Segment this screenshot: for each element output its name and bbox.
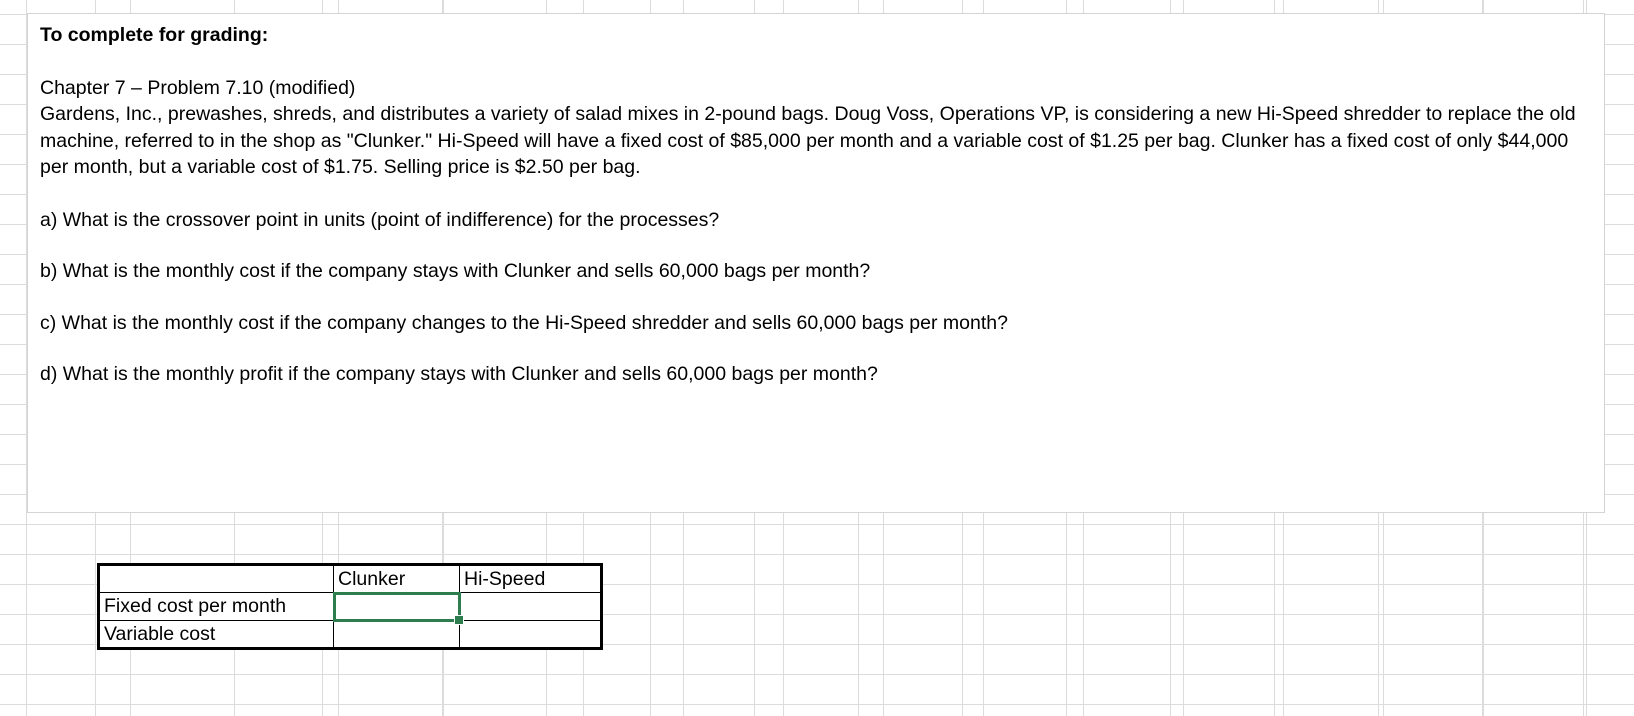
table-row: [99, 593, 602, 621]
header-clunker[interactable]: Clunker: [334, 565, 460, 593]
cell-hispeed-fixed-cost[interactable]: [460, 593, 602, 621]
cell-hispeed-variable-cost[interactable]: [460, 621, 602, 649]
question-b: b) What is the monthly cost if the company stays with Clunker and sells 60,000 bags per month?: [40, 260, 871, 282]
problem-statement: Gardens, Inc., prewashes, shreds, and distributes a variety of salad mixes in 2-pound bags. Doug Voss, Operations VP, is considering a new Hi-Speed shredder to replace the old machine, referred to in the shop as "Clunker." Hi-Speed will have a fixed cost of $85,000 per month and a variable cost of $1.25 per bag. Clunker has a fixed cost of only $44,000 per month, but a variable cost of $1.75. Selling price is $2.50 per bag.: [40, 103, 1576, 178]
question-c: c) What is the monthly cost if the company changes to the Hi-Speed shredder and sells 60,000 bags per month?: [40, 311, 1008, 334]
table-header-row: [99, 565, 602, 593]
cell-clunker-fixed-cost[interactable]: [334, 593, 460, 621]
row-label-fixed-cost[interactable]: Fixed cost per month: [99, 593, 334, 621]
grading-heading: To complete for grading:: [40, 24, 269, 46]
table-row: [99, 621, 602, 649]
problem-text-box[interactable]: [27, 13, 1605, 513]
question-a: a) What is the crossover point in units (point of indifference) for the processes?: [40, 208, 720, 231]
cost-table: [97, 563, 603, 650]
header-blank-cell[interactable]: [99, 565, 334, 593]
question-d: d) What is the monthly profit if the company stays with Clunker and sells 60,000 bags per month?: [40, 363, 878, 385]
chapter-title: Chapter 7 – Problem 7.10 (modified): [40, 76, 356, 99]
cell-clunker-variable-cost[interactable]: [334, 621, 460, 649]
fill-handle[interactable]: [454, 615, 464, 625]
row-label-variable-cost[interactable]: Variable cost: [99, 621, 334, 649]
header-hispeed[interactable]: Hi-Speed: [460, 565, 602, 593]
